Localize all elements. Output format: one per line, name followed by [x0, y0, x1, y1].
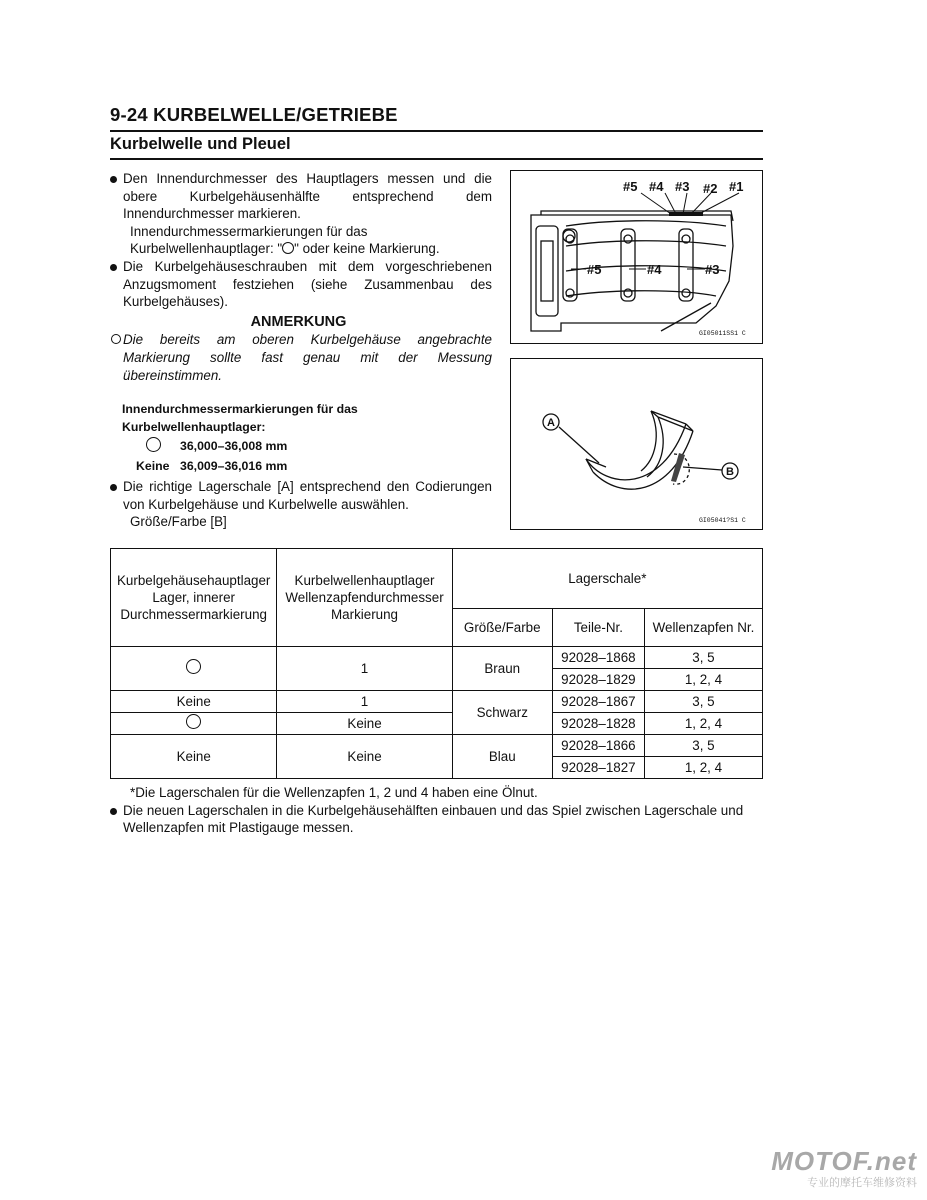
bearing-selection-table — [110, 548, 763, 779]
part-number-cell: 92028–1866 — [552, 735, 644, 757]
col-header-size-color: Größe/Farbe — [452, 609, 552, 647]
part-number-cell: 92028–1828 — [552, 713, 644, 735]
col-header-part-no: Teile-Nr. — [552, 609, 644, 647]
crank-mark-cell: 1 — [277, 647, 452, 691]
marks-table — [122, 436, 492, 476]
figure-code: GI05041?S1 C — [699, 517, 746, 524]
table-row — [111, 647, 763, 669]
col-header-journal-no: Wellenzapfen Nr. — [644, 609, 762, 647]
bearing-insert-figure — [510, 358, 763, 530]
table-row — [111, 735, 763, 757]
crank-mark-cell: Keine — [277, 713, 452, 735]
bearing-insert-drawing — [511, 359, 762, 529]
col-header-crankcase: Kurbelgehäusehauptlager Lager, innerer Durchmessermarkierung — [111, 549, 277, 647]
journal-label-top: #4 — [649, 179, 664, 194]
journal-label-top: #5 — [623, 179, 638, 194]
journal-marks — [669, 212, 703, 216]
crankcase-mark-cell: Keine — [111, 691, 277, 713]
table-row — [111, 713, 763, 735]
size-color-cell: Braun — [452, 647, 552, 691]
col-header-insert: Lagerschale* — [452, 549, 762, 609]
journal-label-top: #3 — [675, 179, 690, 194]
circle-mark-icon — [186, 659, 201, 674]
part-number-cell: 92028–1867 — [552, 691, 644, 713]
journal-label-inner: #4 — [647, 262, 662, 277]
circle-mark-icon — [146, 437, 161, 452]
size-color-cell: Schwarz — [452, 691, 552, 735]
bullet-select-insert: Die richtige Lagerschale [A] entsprechend den Codierungen von Kurbelgehäuse und Kurbelwelle auswählen. — [110, 478, 492, 513]
subsection-title: Kurbelwelle und Pleuel — [110, 135, 291, 153]
crankcase-mark-cell — [111, 647, 277, 691]
table-header-row — [111, 549, 763, 609]
bullet-measure-bore: Den Innendurchmesser des Hauptlagers messen und die obere Kurbelgehäusenhälfte entsprechend dem Innendurchmesser markieren. — [110, 170, 492, 223]
journal-number-cell: 3, 5 — [644, 647, 762, 669]
watermark-logo — [771, 1146, 917, 1190]
part-number-cell: 92028–1829 — [552, 669, 644, 691]
divider — [110, 130, 763, 132]
note-title: ANMERKUNG — [250, 313, 347, 330]
callout-a: A — [547, 417, 555, 429]
crank-mark-cell: Keine — [277, 735, 452, 779]
part-number-cell: 92028–1868 — [552, 647, 644, 669]
journal-number-cell: 3, 5 — [644, 691, 762, 713]
marks-heading: Innendurchmessermarkierungen für das Kurbelwellenhauptlager: — [122, 402, 358, 434]
journal-number-cell: 1, 2, 4 — [644, 757, 762, 779]
part-number-cell: 92028–1827 — [552, 757, 644, 779]
bullet-select-insert-cont: Größe/Farbe [B] — [130, 514, 227, 530]
bullet-install-inserts: Die neuen Lagerschalen in die Kurbelgehäusehälften einbauen und das Spiel zwischen Lagerschale und Wellenzapfen mit Plastigauge messen. — [110, 802, 765, 837]
crankcase-mark-cell — [111, 713, 277, 735]
mark-row-circle: 36,000–36,008 mm — [122, 436, 492, 456]
crankcase-figure — [510, 170, 763, 344]
table-row — [111, 691, 763, 713]
journal-label-inner: #3 — [705, 262, 720, 277]
mark-row-none: Keine 36,009–36,016 mm — [136, 459, 288, 474]
left-column — [110, 170, 492, 531]
col-header-crankshaft: Kurbelwellenhauptlager Wellenzapfendurchmesser Markierung — [277, 549, 452, 647]
table-footnote: *Die Lagerschalen für die Wellenzapfen 1, 2 und 4 haben eine Ölnut. — [130, 785, 538, 800]
figure-code: GI05011SS1 C — [699, 330, 746, 337]
callout-b: B — [726, 466, 734, 478]
journal-label-top: #1 — [729, 179, 744, 194]
crankcase-drawing — [511, 171, 762, 343]
circle-mark-icon — [282, 242, 294, 254]
bullet-measure-bore-marks: Innendurchmessermarkierungen für das Kurbelwellenhauptlager: " " oder keine Markierung. — [130, 223, 440, 257]
bullet-tighten-bolts: Die Kurbelgehäuseschrauben mit dem vorgeschriebenen Anzugsmoment festziehen (siehe Zusammenbau des Kurbelgehäuses). — [110, 258, 492, 311]
note-text: Die bereits am oberen Kurbelgehäuse angebrachte Markierung sollte fast genau mit der Messung übereinstimmen. — [110, 331, 492, 384]
journal-number-cell: 1, 2, 4 — [644, 669, 762, 691]
divider — [110, 158, 763, 160]
journal-number-cell: 1, 2, 4 — [644, 713, 762, 735]
circle-mark-icon — [186, 714, 201, 729]
watermark-brand: MOTOF.net — [771, 1146, 917, 1176]
watermark-tagline: 专业的摩托车维修资料 — [807, 1177, 917, 1189]
section-title: 9-24 KURBELWELLE/GETRIEBE — [110, 104, 398, 125]
journal-number-cell: 3, 5 — [644, 735, 762, 757]
crank-mark-cell: 1 — [277, 691, 452, 713]
bottom-text — [110, 784, 765, 837]
size-color-cell: Blau — [452, 735, 552, 779]
journal-label-top: #2 — [703, 181, 718, 196]
journal-label-inner: #5 — [587, 262, 602, 277]
crankcase-mark-cell: Keine — [111, 735, 277, 779]
